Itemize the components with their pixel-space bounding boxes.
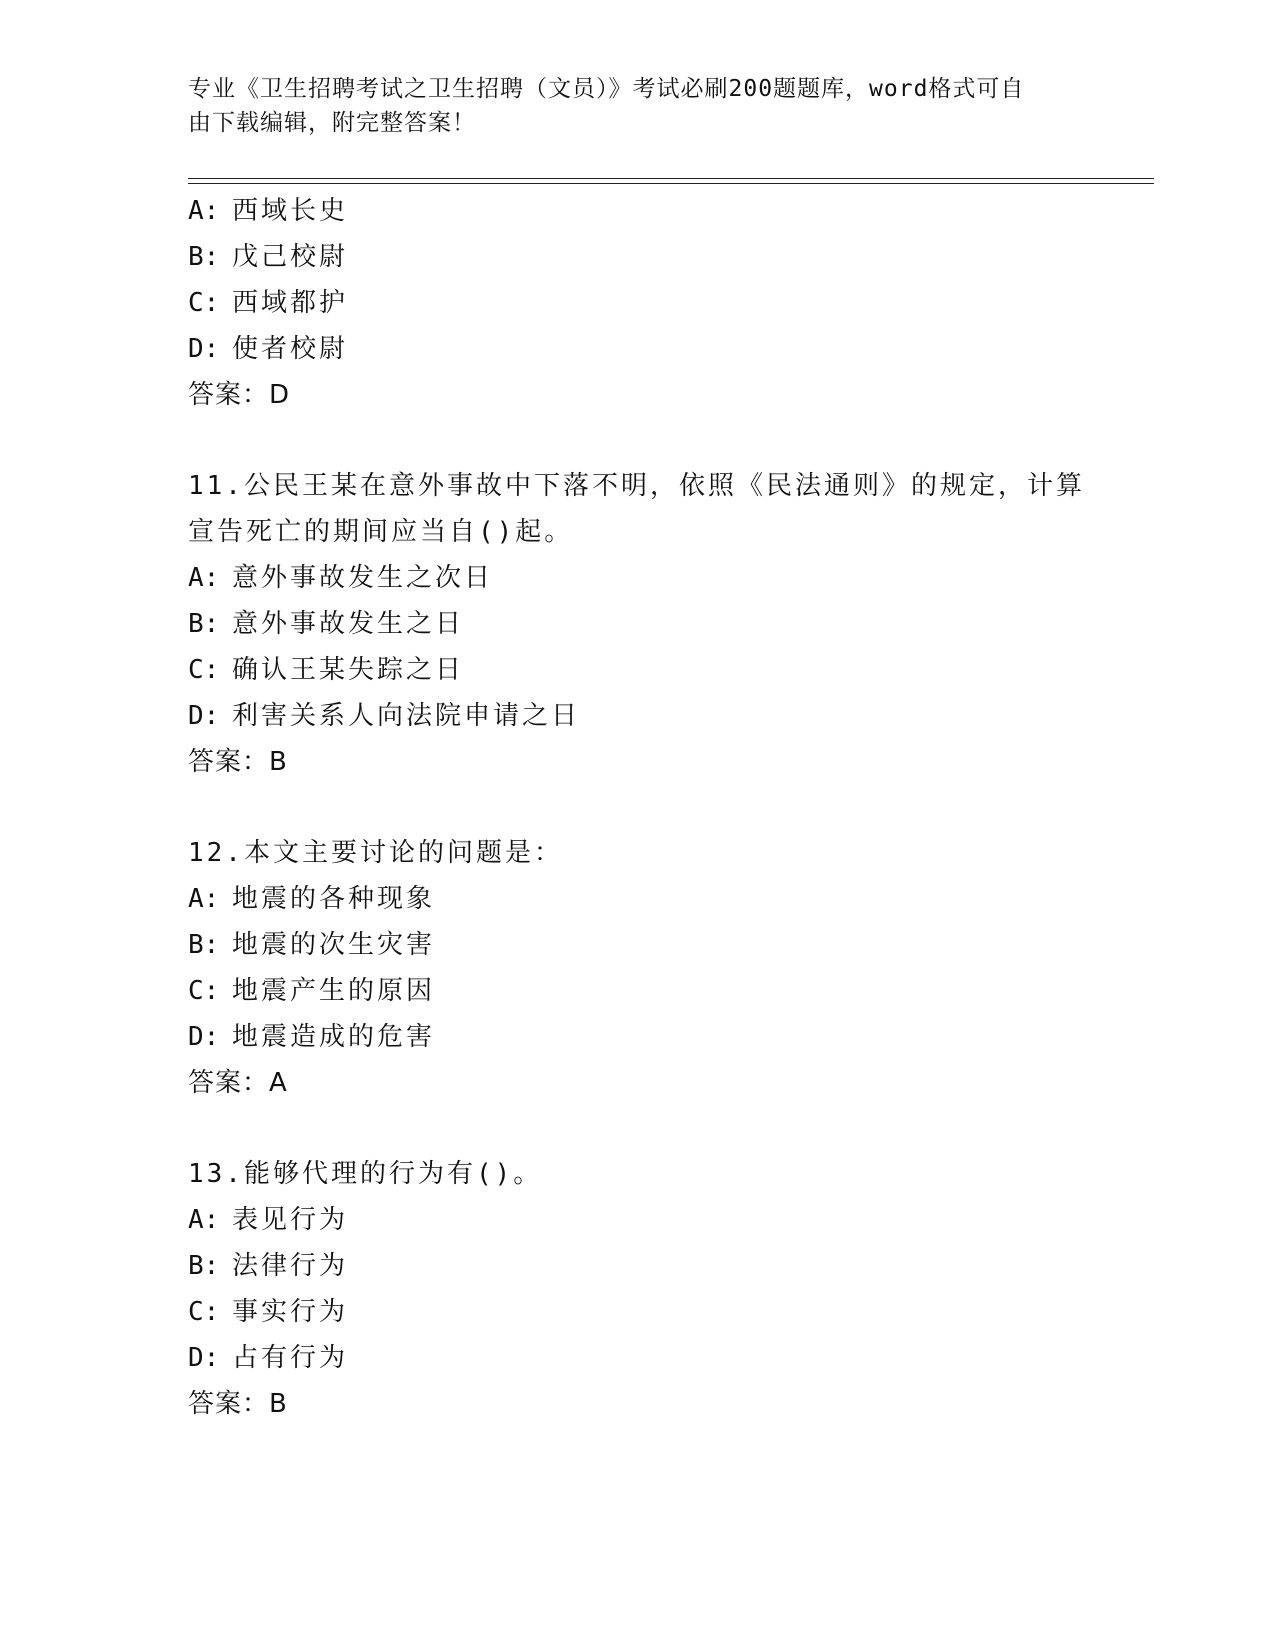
question-text-line-2: 宣告死亡的期间应当自()起。 xyxy=(188,517,574,547)
question-12-block xyxy=(188,830,1108,1106)
option-c: C: 确认王某失踪之日 xyxy=(188,655,465,685)
option-a: A: 表见行为 xyxy=(188,1205,349,1235)
option-b: B: 意外事故发生之日 xyxy=(188,609,465,639)
answer-line: 答案：B xyxy=(188,1389,288,1419)
option-d: D: 地震造成的危害 xyxy=(188,1022,436,1052)
document-header xyxy=(188,72,1068,140)
option-c: C: 事实行为 xyxy=(188,1297,349,1327)
option-a: A: 意外事故发生之次日 xyxy=(188,563,494,593)
answer-line: 答案：D xyxy=(188,380,291,410)
header-divider-top xyxy=(188,178,1154,179)
question-10-block xyxy=(188,188,1108,418)
option-d: D: 占有行为 xyxy=(188,1343,349,1373)
question-list xyxy=(188,188,1108,1427)
option-a: A: 地震的各种现象 xyxy=(188,884,436,914)
option-d: D: 使者校尉 xyxy=(188,334,349,364)
question-text: 13.能够代理的行为有()。 xyxy=(188,1159,543,1189)
option-d: D: 利害关系人向法院申请之日 xyxy=(188,701,581,731)
question-11-block xyxy=(188,463,1108,785)
question-text: 12.本文主要讨论的问题是： xyxy=(188,838,563,868)
option-c: C: 地震产生的原因 xyxy=(188,976,436,1006)
option-a: A: 西域长史 xyxy=(188,196,349,226)
answer-line: 答案：A xyxy=(188,1068,288,1098)
option-c: C: 西域都护 xyxy=(188,288,349,318)
option-b: B: 法律行为 xyxy=(188,1251,349,1281)
option-b: B: 戊己校尉 xyxy=(188,242,349,272)
header-intro-line-2: 由下载编辑，附完整答案！ xyxy=(188,110,476,136)
header-intro-line-1: 专业《卫生招聘考试之卫生招聘（文员）》考试必刷200题题库，word格式可自 xyxy=(188,76,1025,102)
question-text-line-1: 11.公民王某在意外事故中下落不明，依照《民法通则》的规定，计算 xyxy=(188,471,1085,501)
answer-line: 答案：B xyxy=(188,747,288,777)
question-13-block xyxy=(188,1151,1108,1427)
header-divider-bottom xyxy=(188,183,1154,184)
option-b: B: 地震的次生灾害 xyxy=(188,930,436,960)
